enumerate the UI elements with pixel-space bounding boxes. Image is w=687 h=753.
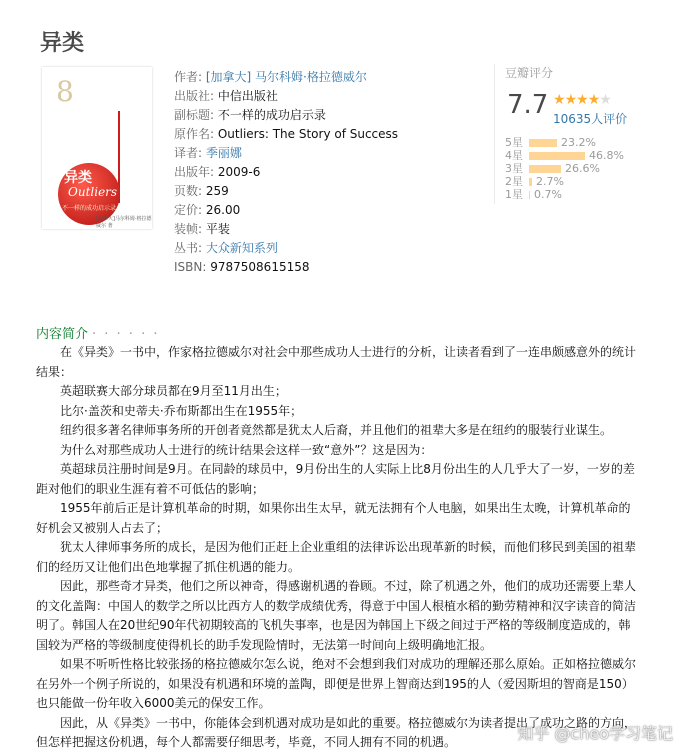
info-key: 作者: [174,70,203,84]
star-icon: ★ [564,92,577,108]
intro-paragraph: 因此，从《异类》一书中，你能体会到机遇对成功是如此的重要。格拉德威尔为读者提出了成功之路的方向，但怎样把握这份机遇，每个人都需要仔细思考，毕竟，不同人拥有不同的机遇。 [36,715,637,749]
info-value-link[interactable]: [加拿大] 马尔科姆·格拉德威尔 [202,70,367,84]
intro-paragraph: 为什么对那些成功人士进行的统计结果会这样一致“意外”？这是因为： [60,442,433,457]
rating-dist-bar [529,191,530,199]
intro-heading-text: 内容简介 [36,327,89,342]
info-key: 出版年: [174,165,215,179]
intro-paragraph: 英超球员注册时间是9月。在同龄的球员中，9月份出生的人实际上比8月份出生的人几乎大了一岁，一岁的差距对他们的职业生涯有着不可低估的影响； [36,462,635,496]
star-icon: ★ [599,92,611,108]
rating-count-link[interactable]: 10635人评价 [553,112,628,126]
info-value: 平装 [202,222,230,236]
intro-paragraph: 1955年前后正是计算机革命的时期，如果你出生太早，就无法拥有个人电脑，如果出生太晚，计算机革命的好机会又被别人占去了； [36,501,631,535]
rating-dist-percent: 26.6% [565,162,600,175]
rating-label: 豆瓣评分 [505,66,554,80]
info-value: 中信出版社 [214,89,278,103]
star-icon: ★ [587,92,600,108]
info-value: 2009-6 [214,165,261,179]
cover-english-title: Outliers [68,185,118,199]
book-cover[interactable] [42,67,152,229]
book-info [174,68,398,277]
rating-dist-percent: 2.7% [536,175,564,188]
rating-dist-percent: 23.2% [561,136,596,149]
info-key: 原作名: [174,127,215,141]
rating-dist-bar [529,178,532,186]
cover-subtitle: 不一样的成功启示录 [62,205,117,212]
rating-dist-bar [529,165,561,173]
intro-paragraph: 因此，那些奇才异类，他们之所以神奇，得感谢机遇的眷顾。不过，除了机遇之外，他们的成功还需要上辈人的文化盖陶：中国人的数学之所以比西方人的数学成绩优秀，得意于中国人根植水稻的勤劳精神和汉字读音的简洁明了。韩国人在20世纪90年代初期较高的飞机失事率，也是因为韩国上下级之间过于严格的等级制度造成的，韩国较为严格的等级制度使得机长的助手发现险情时，无法第一时间向上级明确地汇报。 [36,579,637,652]
info-value: 不一样的成功启示录 [214,108,326,122]
info-key: 丛书: [174,241,203,255]
star-icon: ★ [553,92,565,108]
intro-paragraph: 比尔·盖茨和史蒂夫·乔布斯都出生在1955年； [60,403,303,418]
page-title: 异类 [40,31,85,56]
info-row [174,87,398,106]
cover-title: 异类 [64,170,92,186]
info-value-link[interactable]: 大众新知系列 [202,241,278,255]
rating-dist-label: 3星 [505,162,523,175]
rating-dist-percent: 46.8% [589,149,624,162]
info-value-link[interactable]: 季丽娜 [202,146,242,160]
info-key: 出版社: [174,89,215,103]
info-row [174,220,398,239]
info-row [174,258,398,277]
cover-eight: 8 [56,75,74,108]
intro-paragraph: 英超联赛大部分球员都在9月至11月出生； [60,384,287,398]
info-row [174,106,398,125]
info-key: 装帧: [174,222,203,236]
info-value: Outliers: The Story of Success [214,127,399,141]
intro-heading [36,323,159,342]
rating-score: 7.7 [507,90,549,120]
rating-dist-label: 2星 [505,175,523,188]
info-key: 副标题: [174,108,215,122]
rating-dist-label: 4星 [505,149,523,162]
rating-dist-label: 5星 [505,136,523,149]
info-row [174,144,398,163]
info-key: ISBN: [174,260,207,274]
info-key: 定价: [174,203,203,217]
rating-stars [553,92,611,108]
star-icon: ★ [576,92,588,108]
info-key: 页数: [174,184,203,198]
intro-body [36,343,638,753]
info-row [174,68,398,87]
rating-dist-bar [529,139,557,147]
intro-paragraph: 纽约很多著名律师事务所的开创者竟然都是犹太人后裔，并且他们的祖辈大多是在纽约的服装行业谋生。 [60,423,613,437]
watermark: 知乎 @cheo学习笔记 [517,724,673,743]
info-row [174,125,398,144]
info-row [174,182,398,201]
rating-dist-percent: 0.7% [534,188,562,201]
intro-paragraph: 在《异类》一书中，作家格拉德威尔对社会中那些成功人士进行的分析，让读者看到了一连串颇感意外的统计结果： [36,345,637,379]
info-row [174,201,398,220]
rating-panel [494,64,665,204]
intro-paragraph: 如果不听听性格比较张扬的格拉德威尔怎么说，绝对不会想到我们对成功的理解还那么原始。正如格拉德威尔在另外一个例子所说的，如果没有机遇和环境的盖陶，即便是世界上智商达到195的人（爱因斯坦的智商是150）也只能做一份年收入6000美元的保安工作。 [36,657,637,710]
info-row [174,239,398,258]
info-value: 26.00 [202,203,241,217]
intro-heading-dots: · · · · · · [92,327,160,342]
cover-author: [加拿大]马尔科姆·格拉德威尔 著 [96,216,152,229]
info-key: 译者: [174,146,203,160]
rating-dist-bar [529,152,585,160]
info-value: 9787508615158 [206,260,310,274]
intro-paragraph: 犹太人律师事务所的成长，是因为他们正赶上企业重组的法律诉讼出现革新的时候，而他们移民到美国的祖辈们的经历又让他们出色地掌握了抓住机遇的能力。 [36,540,637,574]
rating-dist-label: 1星 [505,188,523,201]
info-value: 259 [202,184,229,198]
info-row [174,163,398,182]
